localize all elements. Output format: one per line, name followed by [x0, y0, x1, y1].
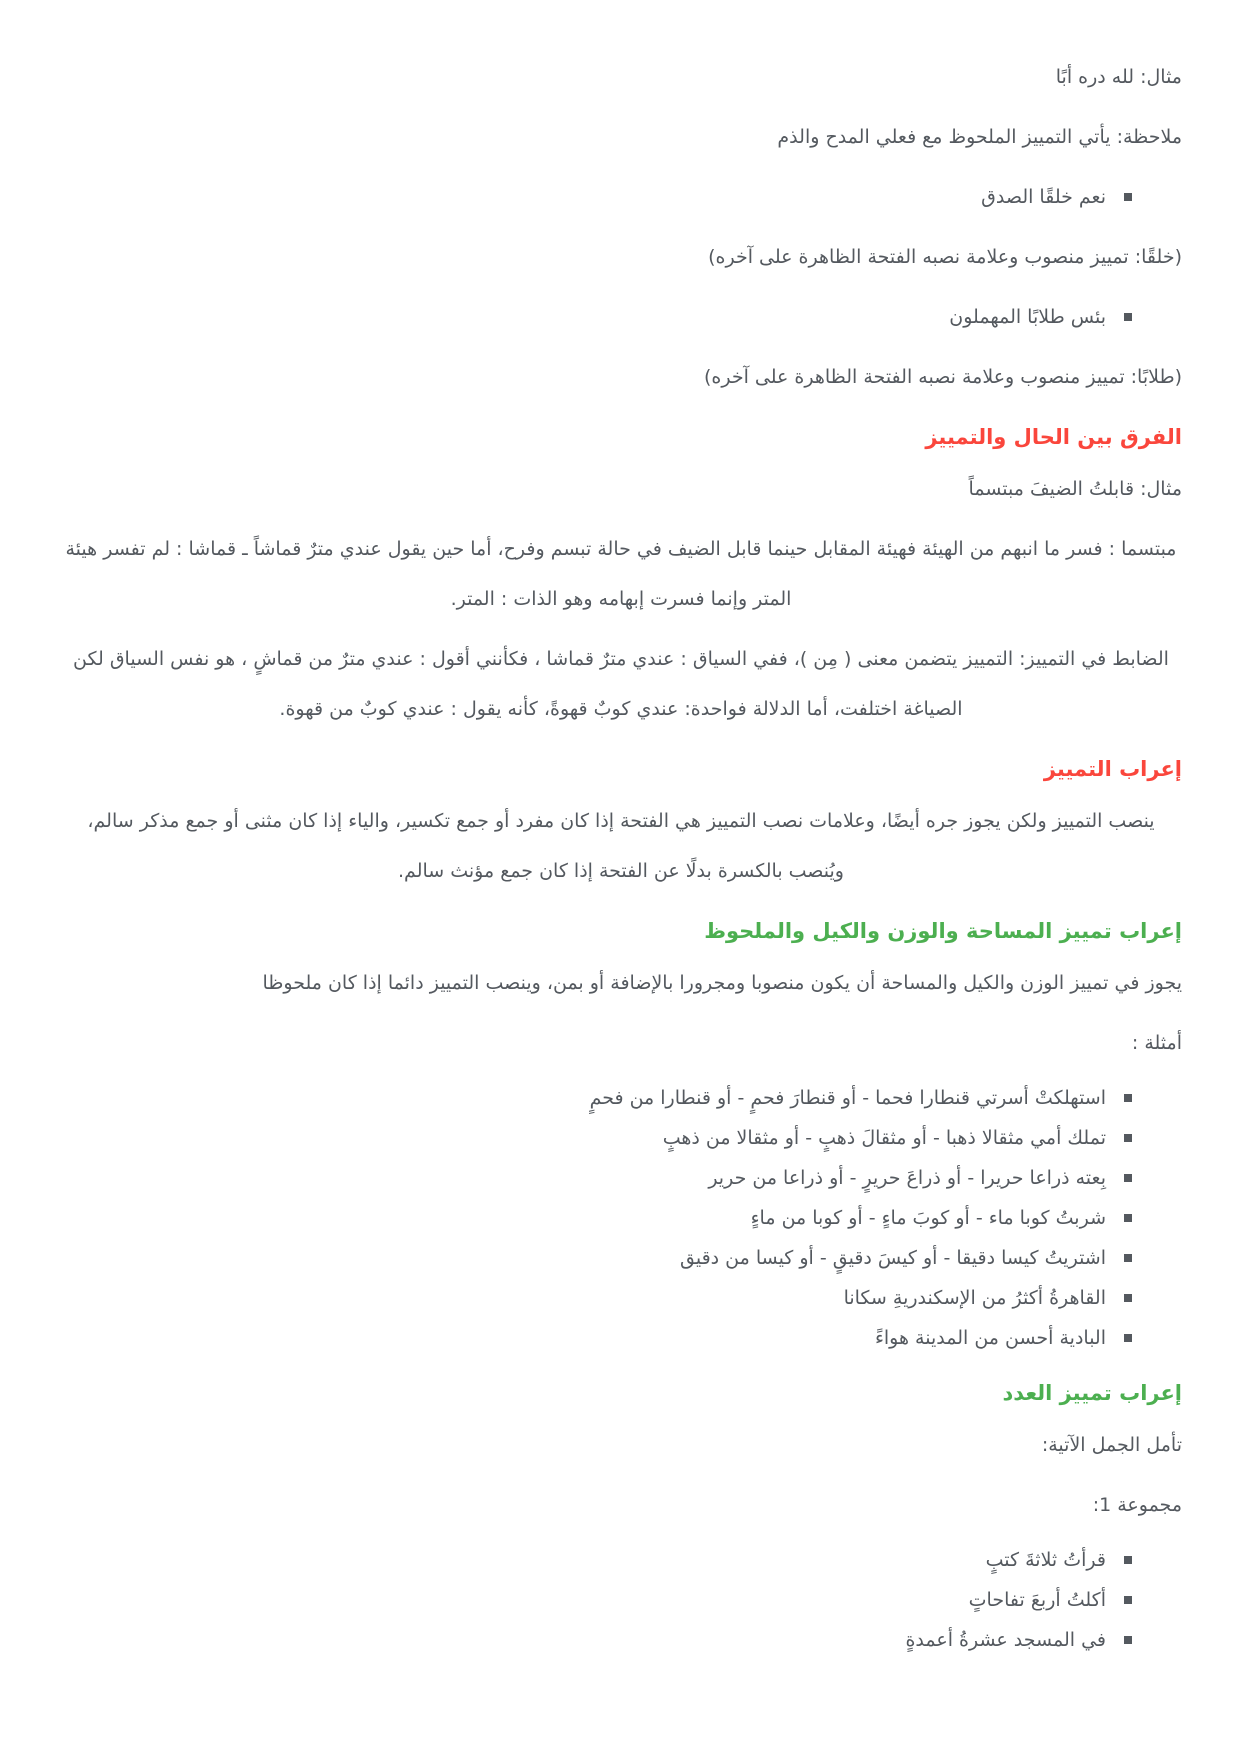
- paragraph-dabit-tamyeez: الضابط في التمييز: التمييز يتضمن معنى ( مِن )، ففي السياق : عندي مترٌ قماشا ، فكأنني أقول : عندي مترٌ من قماشٍ ، هو نفس السياق لكن الصياغة اختلفت، أما الدلالة فواحدة: عندي كوبٌ قهوةً، كأنه يقول : عندي كوبٌ من قهوة.: [73, 648, 1169, 720]
- heading-irab-measure-weight: إعراب تمييز المساحة والوزن والكيل والملحوظ: [704, 919, 1182, 943]
- list-item: البادية أحسن من المدينة هواءً: [60, 1318, 1136, 1358]
- examples-label: أمثلة :: [1131, 1032, 1182, 1054]
- list-item: قرأتُ ثلاثةَ كتبٍ: [60, 1540, 1136, 1580]
- paren-note-khuluqan: (خلقًا: تمييز منصوب وعلامة نصبه الفتحة الظاهرة على آخره): [708, 246, 1182, 268]
- bullet-list-praise: [60, 172, 1182, 222]
- paragraph-consider-sentences: تأمل الجمل الآتية:: [1041, 1434, 1182, 1456]
- paren-note-tullaban: (طلابًا: تمييز منصوب وعلامة نصبه الفتحة الظاهرة على آخره): [704, 366, 1182, 388]
- list-item: تملك أمي مثقالا ذهبا - أو مثقالَ ذهبٍ - أو مثقالا من ذهبٍ: [60, 1118, 1136, 1158]
- examples-list: [60, 1078, 1182, 1358]
- list-item: أكلتُ أربعَ تفاحاتٍ: [60, 1580, 1136, 1620]
- heading-irab-adad: إعراب تمييز العدد: [1002, 1381, 1182, 1405]
- list-item: شربتُ كوبا ماء - أو كوبَ ماءٍ - أو كوبا من ماءٍ: [60, 1198, 1136, 1238]
- paragraph-measure-rule: يجوز في تمييز الوزن والكيل والمساحة أن يكون منصوبا ومجرورا بالإضافة أو بمن، وينصب التمييز دائما إذا كان ملحوظا: [262, 972, 1182, 994]
- list-item: بئس طلابًا المهملون: [60, 292, 1136, 342]
- list-item: نعم خلقًا الصدق: [60, 172, 1136, 222]
- note-line: ملاحظة: يأتي التمييز الملحوظ مع فعلي المدح والذم: [777, 126, 1182, 148]
- example-line-abban: مثال: لله دره أبًا: [1055, 66, 1182, 88]
- paragraph-mubtasiman: مبتسما : فسر ما انبهم من الهيئة فهيئة المقابل حينما قابل الضيف في حالة تبسم وفرح، أما حين يقول عندي مترٌ قماشاً ـ قماشا : لم تفسر هيئة المتر وإنما فسرت إبهامه وهو الذات : المتر.: [65, 538, 1177, 610]
- paragraph-irab-rules: ينصب التمييز ولكن يجوز جره أيضًا، وعلامات نصب التمييز هي الفتحة إذا كان مفرد أو جمع تكسير، والياء إذا كان مثنى أو جمع مذكر سالم، ويُنصب بالكسرة بدلًا عن الفتحة إذا كان جمع مؤنث سالم.: [87, 810, 1155, 882]
- list-item: القاهرةُ أكثرُ من الإسكندريةِ سكانا: [60, 1278, 1136, 1318]
- heading-hal-vs-tamyeez: الفرق بين الحال والتمييز: [925, 425, 1182, 449]
- list-item: استهلكتْ أسرتي قنطارا فحما - أو قنطارَ فحمٍ - أو قنطارا من فحمٍ: [60, 1078, 1136, 1118]
- group1-label: مجموعة 1:: [1092, 1494, 1182, 1516]
- list-item: في المسجد عشرةُ أعمدةٍ: [60, 1620, 1136, 1660]
- group1-list: [60, 1540, 1182, 1660]
- list-item: بِعته ذراعا حريرا - أو ذراعَ حريرٍ - أو ذراعا من حرير: [60, 1158, 1136, 1198]
- list-item: اشتريتُ كيسا دقيقا - أو كيسَ دقيقٍ - أو كيسا من دقيق: [60, 1238, 1136, 1278]
- bullet-list-blame: [60, 292, 1182, 342]
- example-line-guest: مثال: قابلتُ الضيفَ مبتسماً: [968, 478, 1182, 500]
- heading-irab-tamyeez: إعراب التمييز: [1043, 757, 1182, 781]
